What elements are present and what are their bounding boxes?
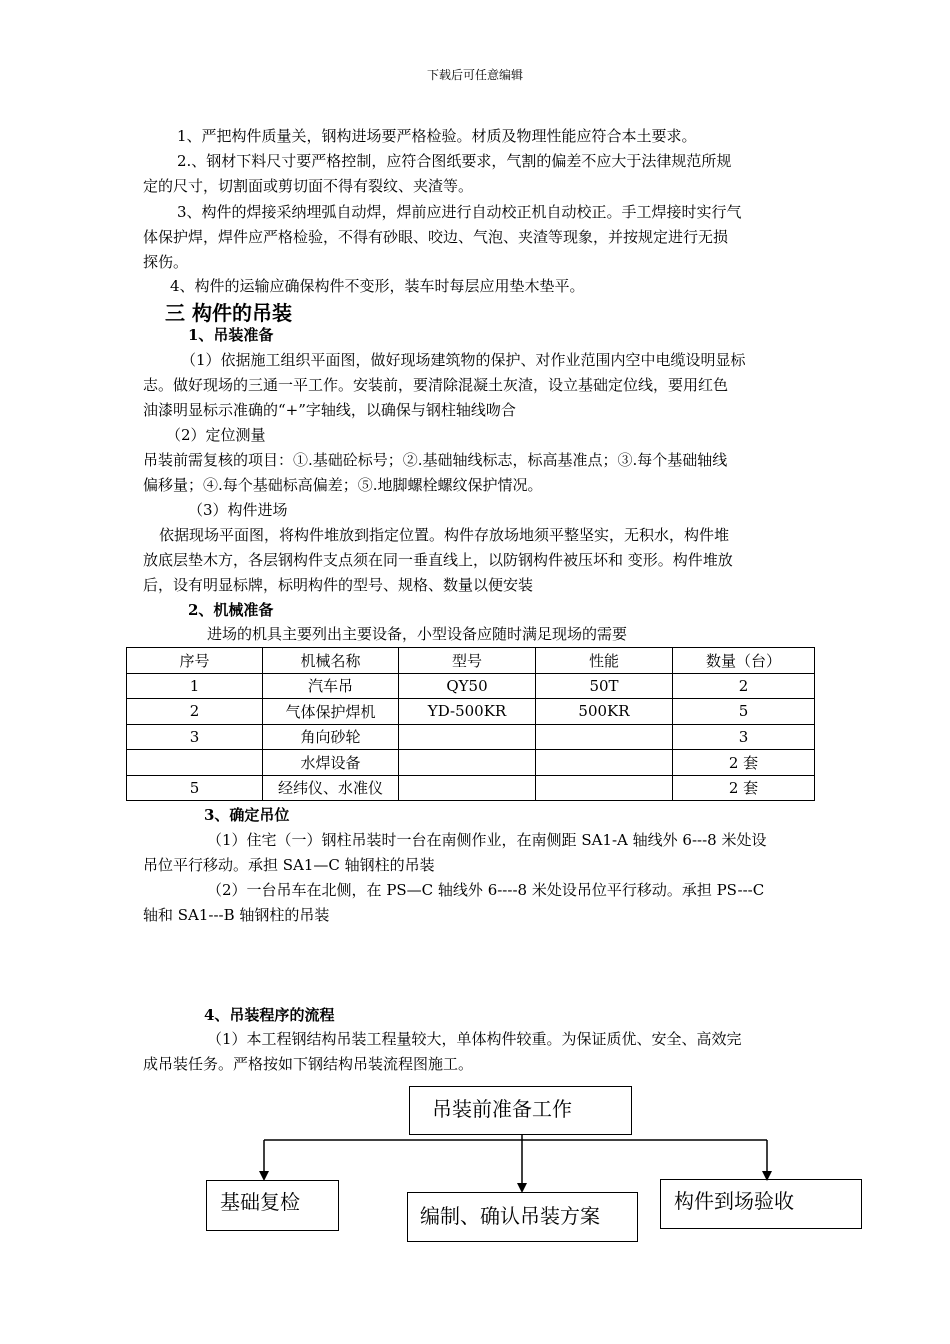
table-cell: 2 套 [673, 775, 815, 801]
s1-item3-title: （3）构件进场 [188, 501, 288, 519]
table-cell: 气体保护焊机 [263, 699, 399, 725]
s3-item2-line-2: 轴和 SA1---B 轴钢柱的吊装 [143, 906, 330, 924]
s4-item1-line-2: 成吊装任务。严格按如下钢结构吊装流程图施工。 [143, 1055, 474, 1073]
table-cell: 3 [127, 724, 263, 750]
s1-item3-line-3: 后，设有明显标牌，标明构件的型号、规格、数量以便安装 [143, 576, 534, 594]
table-cell: 水焊设备 [263, 750, 399, 776]
flow-box-foundation-label: 基础复检 [220, 1190, 300, 1214]
flow-box-plan-label: 编制、确认吊装方案 [420, 1204, 600, 1228]
s1-item1-line-2: 志。做好现场的三通一平工作。安装前，要清除混凝土灰渣，设立基础定位线，要用红色 [143, 376, 729, 394]
table-cell: 5 [127, 775, 263, 801]
flow-box-prep-label: 吊装前准备工作 [432, 1097, 572, 1121]
flow-box-prep [409, 1086, 632, 1135]
table-cell: 50T [536, 673, 673, 699]
table-cell: 角向砂轮 [263, 724, 399, 750]
s1-item2-line-2: 偏移量；④.每个基础标高偏差；⑤.地脚螺栓螺纹保护情况。 [143, 476, 543, 494]
flow-box-plan [407, 1192, 638, 1242]
page-header: 下载后可任意编辑 [426, 68, 523, 82]
s1-item1-line-3: 油漆明显标示准确的“+”字轴线，以确保与钢柱轴线吻合 [143, 401, 516, 419]
s1-item3-line-1: 依据现场平面图，将构件堆放到指定位置。构件存放场地须平整坚实，无积水，构件堆 [159, 526, 730, 544]
s4-item1-line-1: （1）本工程钢结构吊装工程量较大，单体构件较重。为保证质优、安全、高效完 [207, 1030, 742, 1048]
para-3-line-3: 探伤。 [143, 253, 189, 271]
s2-intro: 进场的机具主要列出主要设备，小型设备应随时满足现场的需要 [207, 625, 628, 643]
table-cell: QY50 [399, 673, 536, 699]
table-cell: 汽车吊 [263, 673, 399, 699]
flow-box-acceptance-label: 构件到场验收 [674, 1189, 794, 1213]
s1-item2-title: （2）定位测量 [166, 426, 266, 444]
table-header-cell: 型号 [399, 648, 536, 674]
section-title: 三 构件的吊装 [165, 301, 292, 325]
subsection-1-title: 1、吊装准备 [188, 326, 274, 344]
table-header-cell: 数量（台） [673, 648, 815, 674]
table-cell: 经纬仪、水准仪 [263, 775, 399, 801]
para-3-line-2: 体保护焊，焊件应严格检验，不得有砂眼、咬边、气泡、夹渣等现象，并按规定进行无损 [143, 228, 729, 246]
table-cell: 3 [673, 724, 815, 750]
flow-box-acceptance [660, 1179, 862, 1229]
table-cell: 5 [673, 699, 815, 725]
s3-item1-line-1: （1）住宅（一）钢柱吊装时一台在南侧作业，在南侧距 SA1-A 轴线外 6---8 米处设 [207, 831, 767, 849]
para-3-line-1: 3、构件的焊接采纳埋弧自动焊，焊前应进行自动校正机自动校正。手工焊接时实行气 [177, 203, 742, 221]
s1-item1-line-1: （1）依据施工组织平面图，做好现场建筑物的保护、对作业范围内空中电缆设明显标 [181, 351, 746, 369]
table-header-cell: 性能 [536, 648, 673, 674]
para-4: 4、构件的运输应确保构件不变形，装车时每层应用垫木垫平。 [170, 277, 585, 295]
table-header-cell: 序号 [127, 648, 263, 674]
s3-item2-line-1: （2）一台吊车在北侧，在 PS—C 轴线外 6----8 米处设吊位平行移动。承担 PS---C [207, 881, 765, 899]
s1-item3-line-2: 放底层垫木方，各层钢构件支点须在同一垂直线上，以防钢构件被压坏和 变形。构件堆放 [143, 551, 733, 569]
para-1: 1、严把构件质量关，钢构进场要严格检验。材质及物理性能应符合本土要求。 [177, 127, 697, 145]
subsection-4-title: 4、吊装程序的流程 [204, 1006, 335, 1024]
table-cell: 2 套 [673, 750, 815, 776]
table-header-cell: 机械名称 [263, 648, 399, 674]
table-cell: 500KR [536, 699, 673, 725]
subsection-2-title: 2、机械准备 [188, 601, 274, 619]
s1-item2-line-1: 吊装前需复核的项目：①.基础砼标号；②.基础轴线标志，标高基准点；③.每个基础轴线 [143, 451, 728, 469]
subsection-3-title: 3、确定吊位 [204, 806, 290, 824]
table-cell: 2 [127, 699, 263, 725]
table-cell: 1 [127, 673, 263, 699]
para-2-line-2: 定的尺寸，切割面或剪切面不得有裂纹、夹渣等。 [143, 177, 474, 195]
s3-item1-line-2: 吊位平行移动。承担 SA1—C 轴钢柱的吊装 [143, 856, 435, 874]
table-cell: 2 [673, 673, 815, 699]
para-2-line-1: 2.、钢材下料尺寸要严格控制，应符合图纸要求，气割的偏差不应大于法律规范所规 [177, 152, 732, 170]
table-cell: YD-500KR [399, 699, 536, 725]
flow-box-foundation-check [206, 1180, 339, 1231]
